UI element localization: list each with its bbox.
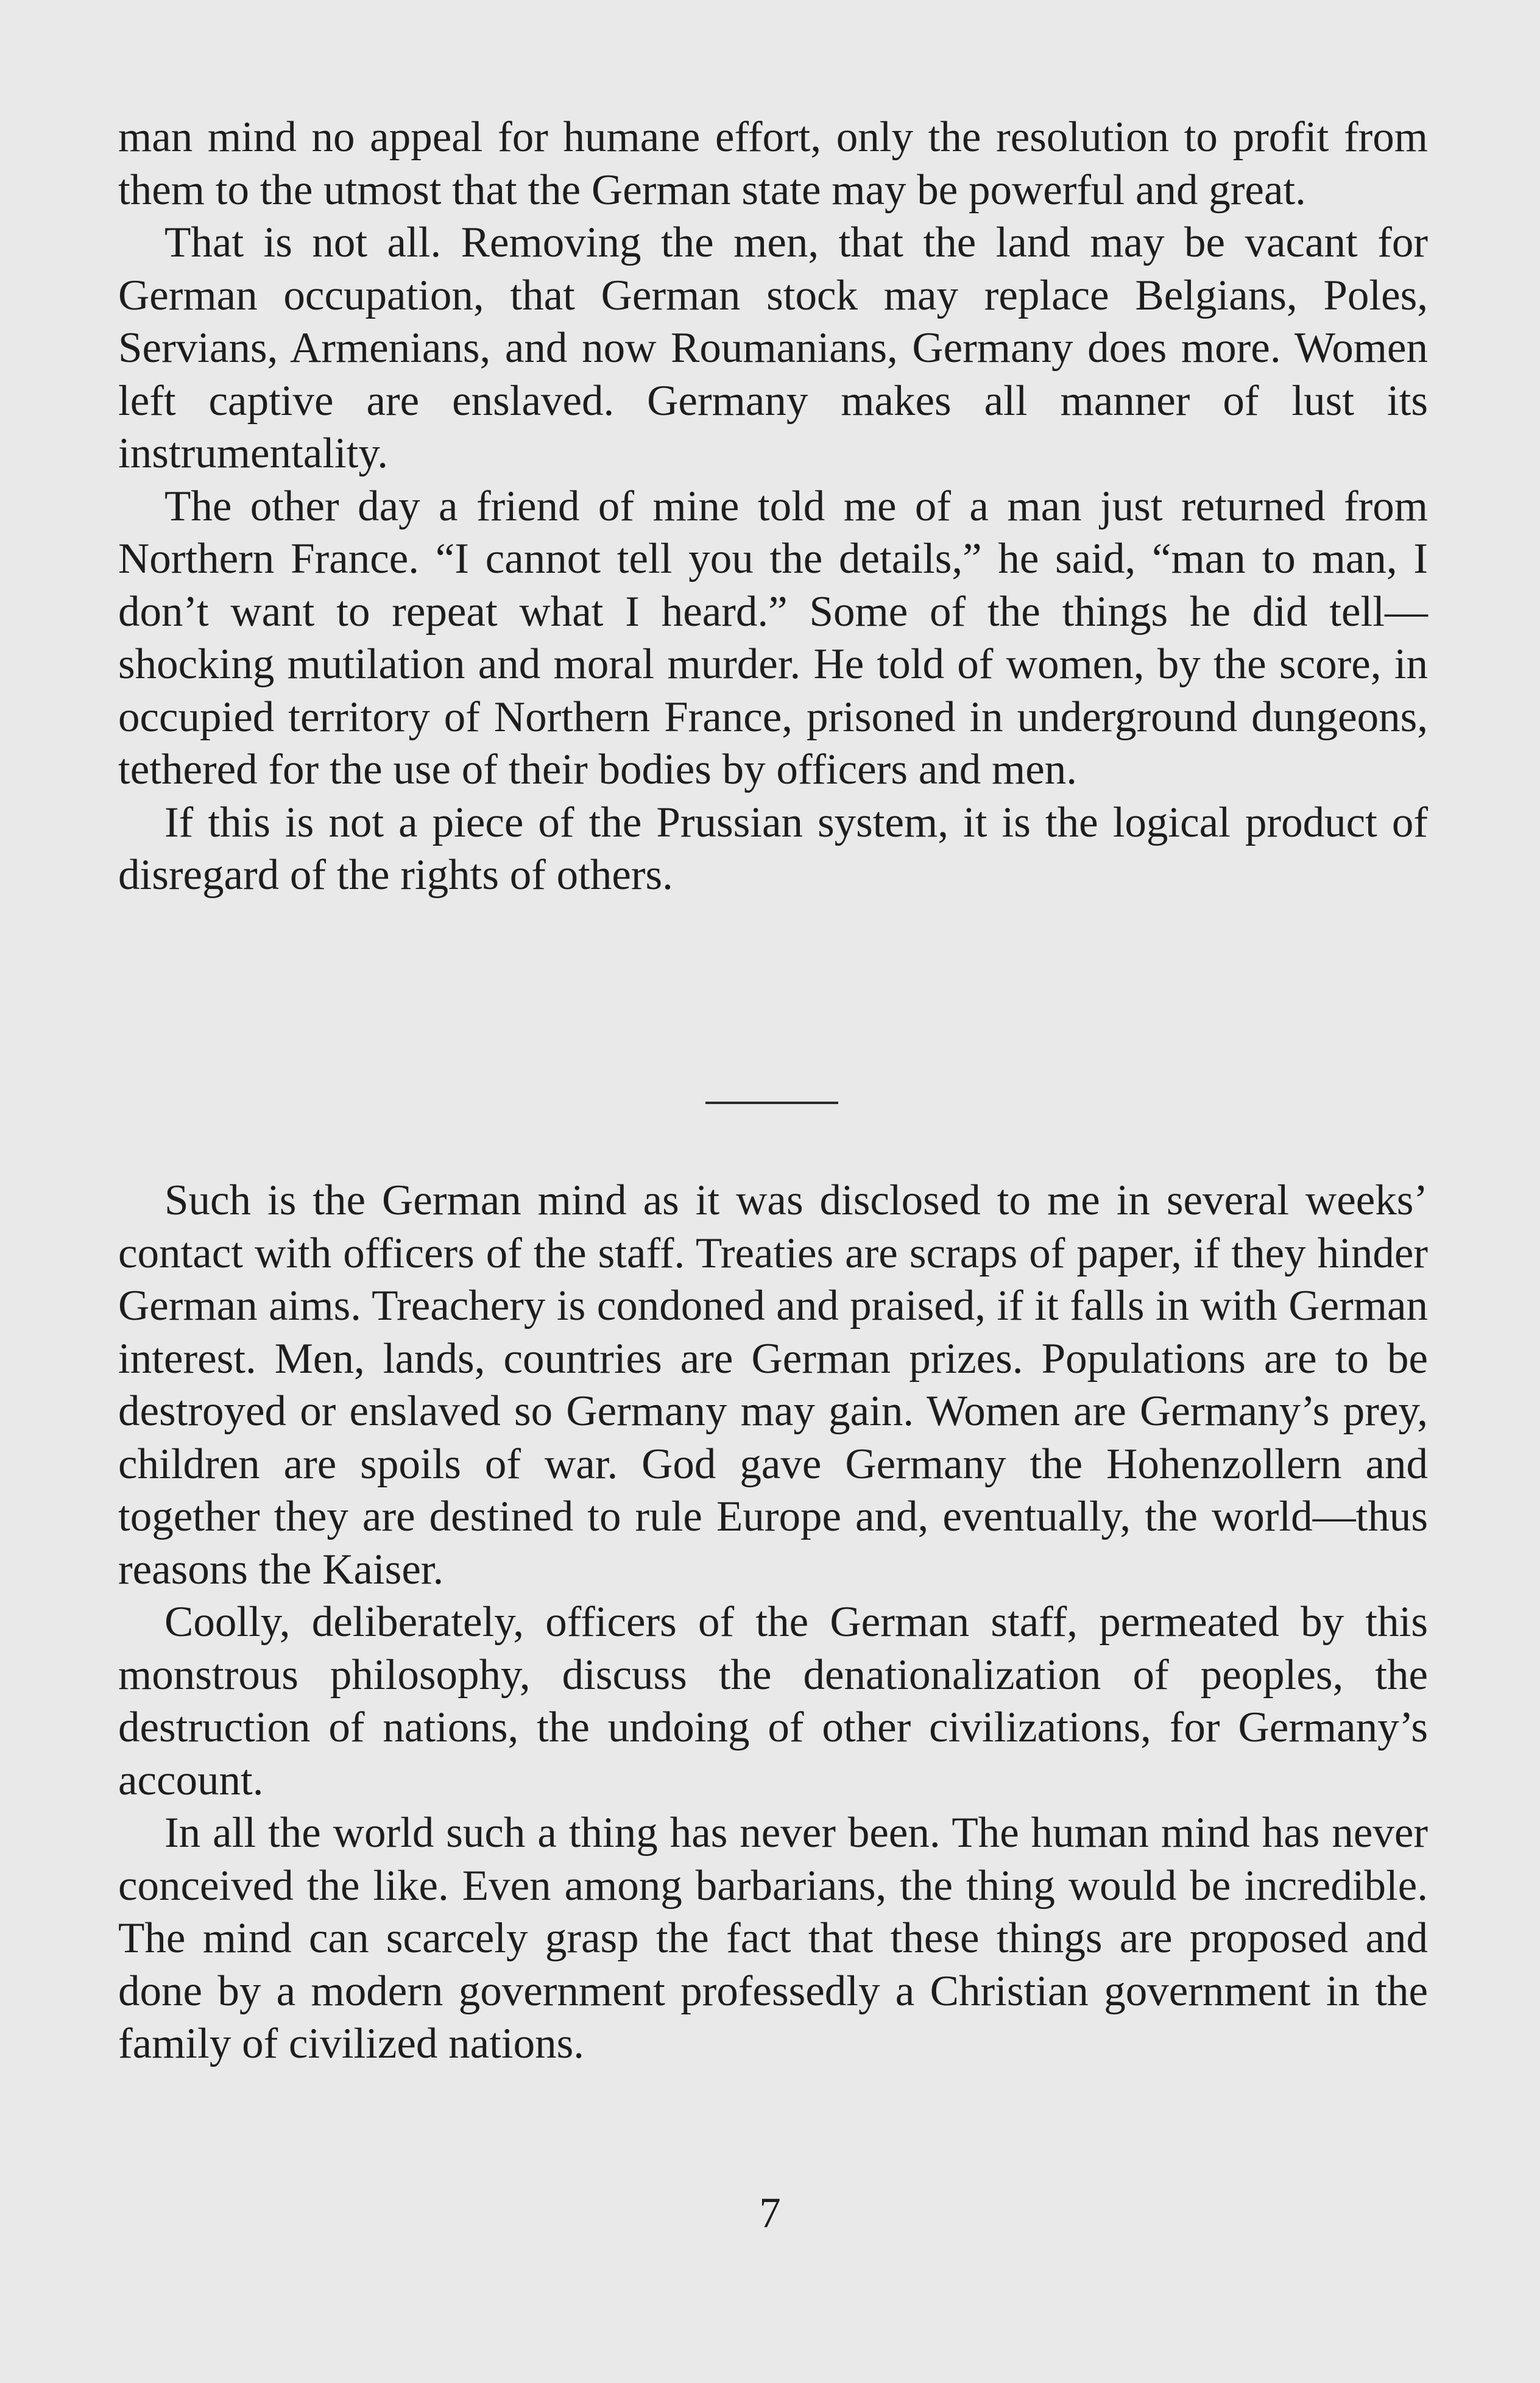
bottom-text-section [118,1174,1428,2070]
paragraph-continuation: man mind no appeal for humane effort, only the resolution to profit from them to the utmost that the German state may be powerful and great. [118,113,1428,214]
paragraph-that-is-not-all: That is not all. Removing the men, that the land may be vacant for German occupation, that German stock may replace Belgians, Poles, Servians, Armenians, and now Roumanians, Germany does more. Women left captive are enslaved. Germany makes all manner of lust its instrumentality. [118,219,1428,477]
paragraph-coolly-deliberately: Coolly, deliberately, officers of the German staff, permeated by this monstrous philosophy, discuss the denationalization of peoples, the destruction of nations, the undoing of other civilizations, for Germany’s account. [118,1598,1428,1804]
section-divider [705,1102,838,1104]
top-text-section [118,111,1428,902]
page-number: 7 [759,2189,781,2237]
paragraph-northern-france: The other day a friend of mine told me of a man just returned from Northern France. “I cannot tell you the details,” he said, “man to man, I don’t want to repeat what I heard.” Some of the things he did tell—shocking mutilation and moral murder. He told of women, by the score, in occupied territory of Northern France, prisoned in underground dungeons, tethered for the use of their bodies by officers and men. [118,482,1428,793]
paragraph-german-mind: Such is the German mind as it was disclosed to me in several weeks’ contact with officers of the staff. Treaties are scraps of paper, if they hinder German aims. Treachery is condoned and praised, if it falls in with German interest. Men, lands, countries are German prizes. Populations are to be destroyed or enslaved so Germany may gain. Women are Germany’s prey, children are spoils of war. God gave Germany the Hohenzollern and together they are destined to rule Europe and, eventually, the world—thus reasons the Kaiser. [118,1177,1428,1593]
paragraph-prussian-system: If this is not a piece of the Prussian system, it is the logical product of disregard of the rights of others. [118,798,1428,899]
paragraph-in-all-the-world: In all the world such a thing has never been. The human mind has never conceived the like. Even among barbarians, the thing would be incredible. The mind can scarcely grasp the fact that these things are proposed and done by a modern government professedly a Christian government in the family of civilized nations. [118,1809,1428,2067]
